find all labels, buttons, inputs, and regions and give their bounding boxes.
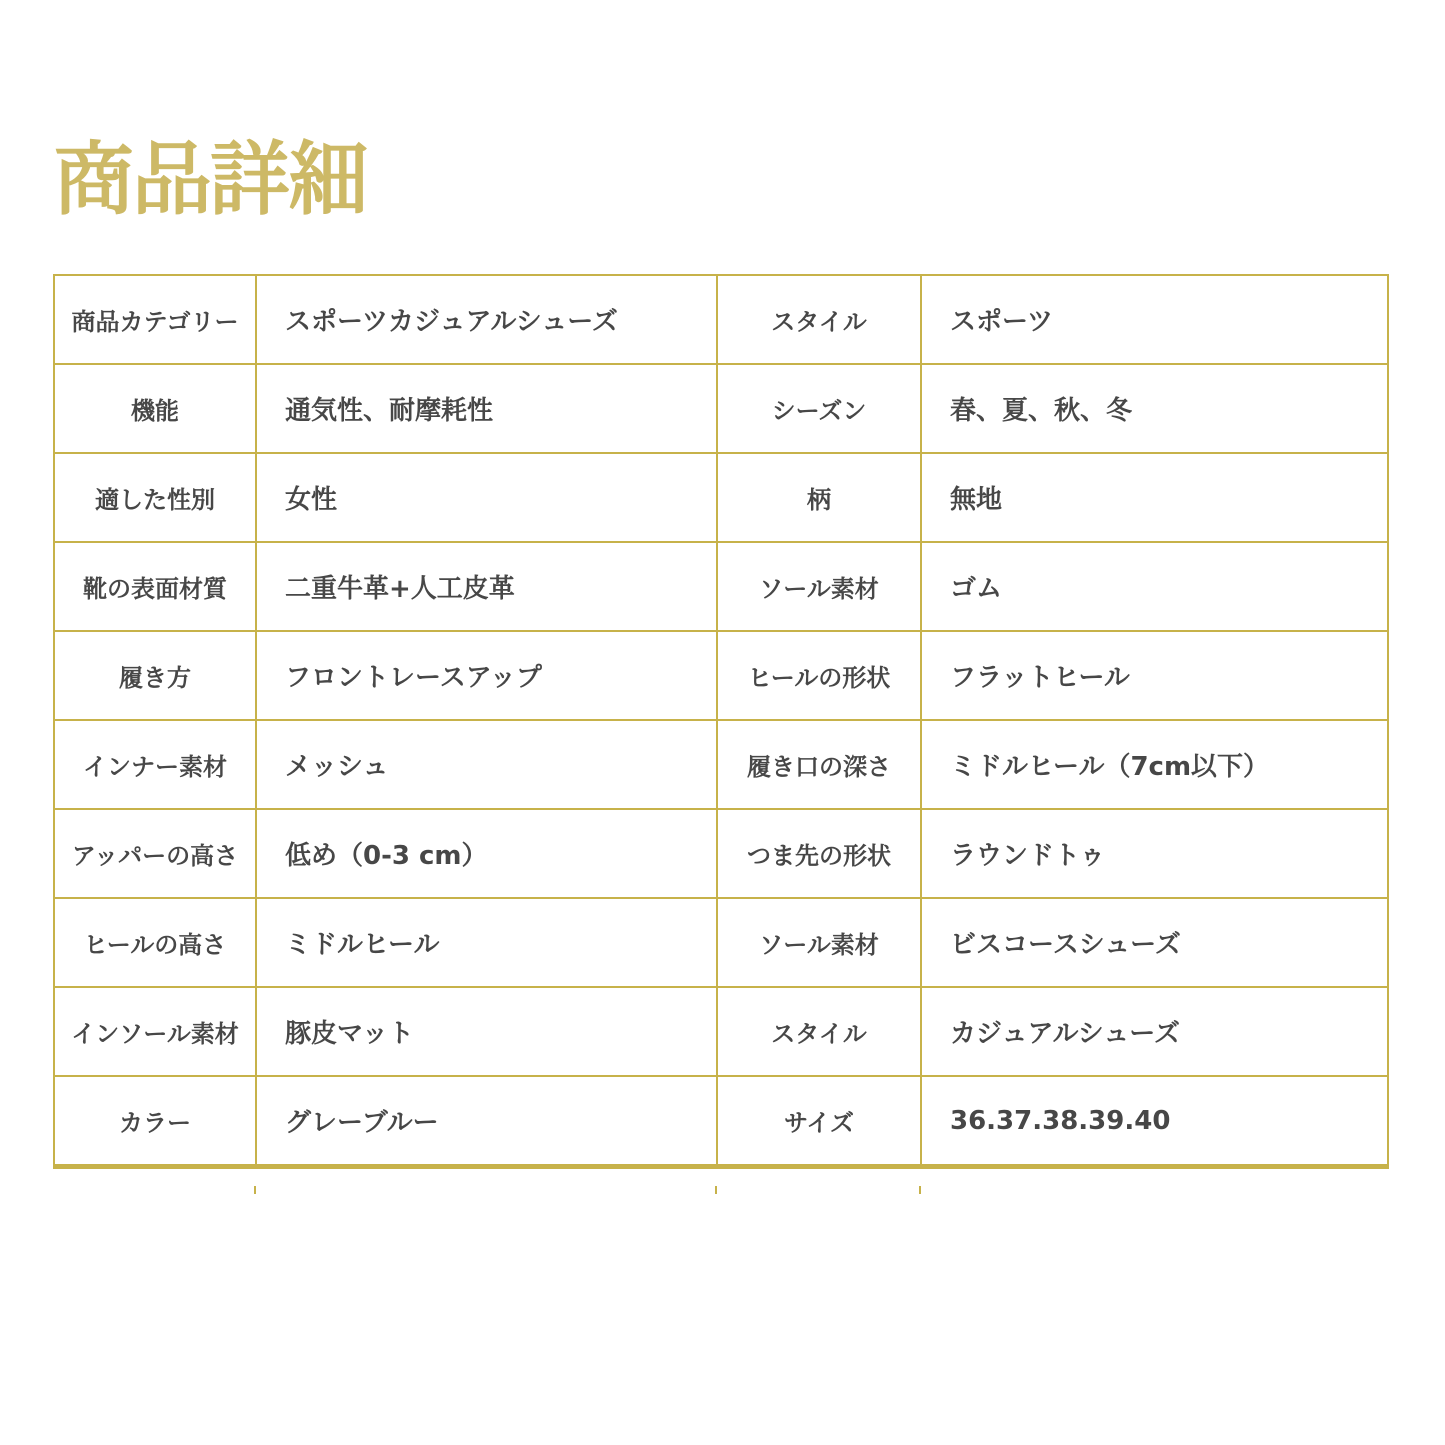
spec-value-right: ラウンドトゥ	[921, 809, 1388, 898]
spec-label-left: インソール素材	[54, 987, 256, 1076]
spec-table-row	[54, 720, 1388, 809]
spec-value-left: 二重牛革+人工皮革	[256, 542, 717, 631]
spec-table-row	[54, 542, 1388, 631]
spec-label-left: ヒールの高さ	[54, 898, 256, 987]
spec-value-right: ミドルヒール（7cm以下）	[921, 720, 1388, 809]
spec-value-left: 通気性、耐摩耗性	[256, 364, 717, 453]
spec-value-right: ビスコースシューズ	[921, 898, 1388, 987]
spec-label-right: ヒールの形状	[717, 631, 921, 720]
spec-value-left: 女性	[256, 453, 717, 542]
spec-label-right: ソール素材	[717, 898, 921, 987]
spec-value-left: フロントレースアップ	[256, 631, 717, 720]
spec-label-left: インナー素材	[54, 720, 256, 809]
table-border-stub	[715, 1186, 717, 1194]
spec-label-right: スタイル	[717, 987, 921, 1076]
spec-value-right: 春、夏、秋、冬	[921, 364, 1388, 453]
spec-table-row	[54, 364, 1388, 453]
spec-value-right: 36.37.38.39.40	[921, 1076, 1388, 1167]
spec-value-left: グレーブルー	[256, 1076, 717, 1167]
spec-table-row	[54, 809, 1388, 898]
spec-table-row	[54, 1076, 1388, 1167]
spec-table-body	[54, 275, 1388, 1167]
spec-value-right: フラットヒール	[921, 631, 1388, 720]
spec-label-left: アッパーの高さ	[54, 809, 256, 898]
spec-label-right: ソール素材	[717, 542, 921, 631]
spec-label-left: 履き方	[54, 631, 256, 720]
spec-label-right: 履き口の深さ	[717, 720, 921, 809]
spec-label-left: 機能	[54, 364, 256, 453]
table-border-stub	[254, 1186, 256, 1194]
spec-label-right: スタイル	[717, 275, 921, 364]
spec-label-left: 靴の表面材質	[54, 542, 256, 631]
spec-value-right: カジュアルシューズ	[921, 987, 1388, 1076]
spec-table-row	[54, 453, 1388, 542]
spec-value-left: スポーツカジュアルシューズ	[256, 275, 717, 364]
spec-value-left: 低め（0-3 cm）	[256, 809, 717, 898]
spec-label-left: 商品カテゴリー	[54, 275, 256, 364]
spec-table-row	[54, 275, 1388, 364]
product-spec-table	[53, 274, 1389, 1169]
spec-value-left: 豚皮マット	[256, 987, 717, 1076]
spec-label-right: 柄	[717, 453, 921, 542]
spec-value-left: メッシュ	[256, 720, 717, 809]
spec-table-row	[54, 898, 1388, 987]
spec-table-row	[54, 987, 1388, 1076]
spec-label-left: 適した性別	[54, 453, 256, 542]
spec-table-row	[54, 631, 1388, 720]
spec-label-right: シーズン	[717, 364, 921, 453]
page-title: 商品詳細	[54, 133, 366, 226]
spec-label-right: つま先の形状	[717, 809, 921, 898]
spec-label-right: サイズ	[717, 1076, 921, 1167]
table-border-stub	[919, 1186, 921, 1194]
spec-value-right: 無地	[921, 453, 1388, 542]
spec-value-left: ミドルヒール	[256, 898, 717, 987]
spec-label-left: カラー	[54, 1076, 256, 1167]
spec-value-right: ゴム	[921, 542, 1388, 631]
spec-value-right: スポーツ	[921, 275, 1388, 364]
